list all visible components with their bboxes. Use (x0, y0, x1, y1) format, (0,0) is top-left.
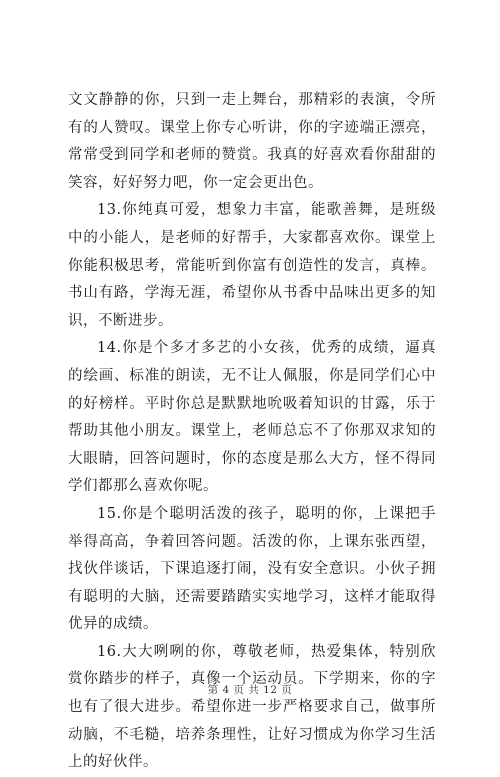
paragraph-comment-13: 13.你纯真可爱，想象力丰富，能歌善舞，是班级中的小能人，是老师的好帮手，大家都喜欢你。课堂上你能积极思考，常能听到你富有创造性的发言，真棒。书山有路，学海无涯，希望你从书香中品味出更多的知识，不断进步。 (68, 202, 436, 329)
page-number-footer: 第 4 页 共 12 页 (207, 684, 293, 696)
paragraph-comment-16: 16.大大咧咧的你，尊敬老师，热爱集体，特别欣赏你踏步的样子，真像一个运动员。下学期来，你的字也有了很大进步。希望你进一步严格要求自己，做事所动脑，不毛糙，培养条理性，让好习惯成为你学习生活上的好伙伴。 (68, 643, 436, 771)
paragraph-comment-14: 14.你是个多才多艺的小女孩，优秀的成绩，逼真的绘画、标准的朗读，无不让人佩服，你是同学们心中的好榜样。平时你总是默默地吮吸着知识的甘露，乐于帮助其他小朋友。课堂上，老师总忘不了你那双求知的大眼睛，回答问题时，你的态度是那么大方，怪不得同学们都那么喜欢你呢。 (68, 340, 436, 495)
paragraph-comment-15: 15.你是个聪明活泼的孩子，聪明的你，上课把手举得高高，争着回答问题。活泼的你，上课东张西望，找伙伴谈话，下课追逐打闹，没有安全意识。小伙子拥有聪明的大脑，还需要踏踏实实地学习，这样才能取得优异的成绩。 (68, 505, 436, 633)
document-body (68, 87, 436, 777)
paragraph-continuation: 文文静静的你，只到一走上舞台，那精彩的表演，令所有的人赞叹。课堂上你专心听讲，你的字迹端正漂亮，常常受到同学和老师的赞赏。我真的好喜欢看你甜甜的笑容，好好努力吧，你一定会更出色。 (68, 92, 436, 191)
